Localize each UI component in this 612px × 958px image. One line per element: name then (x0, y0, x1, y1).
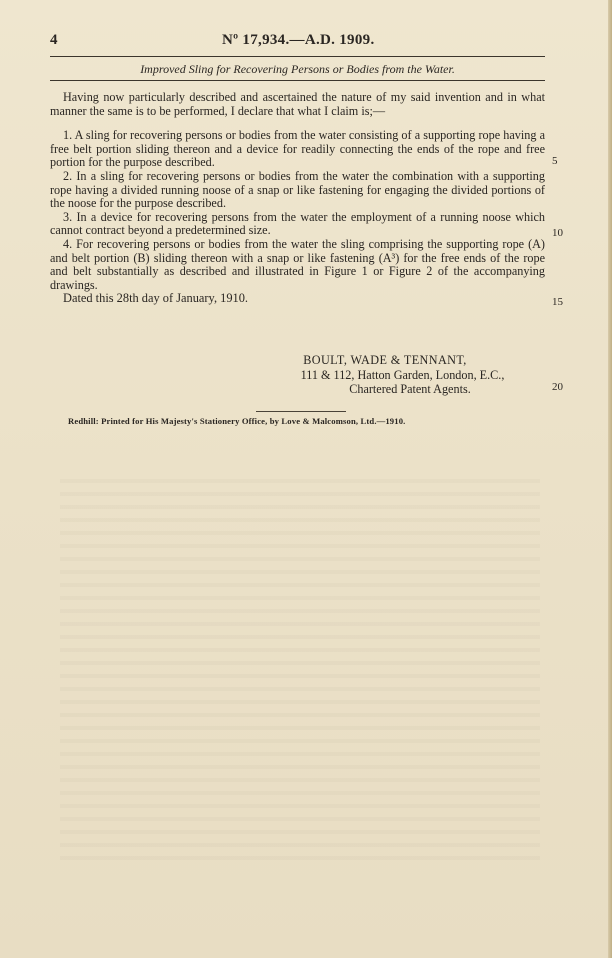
claim-4: 4. For recovering persons or bodies from the water the sling comprising the supporting rope (A) and belt portion (B) sliding thereon with a snap or like fastening (A³) for the free ends of the rope and belt substantially as described and illustrated in Figure 1 or Figure 2 of the accompanying drawings. (50, 236, 545, 292)
intro-paragraph: Having now particularly described and ascertained the nature of my said invention and in what manner the same is to be performed, I declare that what I claim is;— (50, 90, 545, 118)
line-number-10: 10 (552, 227, 563, 239)
show-through-text (60, 470, 540, 860)
page-number: 4 (50, 32, 58, 48)
signature-block (225, 353, 545, 397)
claims-list (50, 129, 545, 292)
firm-role: Chartered Patent Agents. (349, 382, 471, 396)
line-number-15: 15 (552, 296, 563, 308)
page-edge (608, 0, 612, 958)
printer-imprint: Redhill: Printed for His Majesty's Stationery Office, by Love & Malcomson, Ltd.—1910. (68, 416, 406, 426)
dated-line: Dated this 28th day of January, 1910. (63, 291, 249, 306)
header-rule-top (50, 56, 545, 57)
document-title: Improved Sling for Recovering Persons or Bodies from the Water. (140, 62, 455, 76)
claim-3: 3. In a device for recovering persons from the water the employment of a running noose which cannot contract beyond a predetermined size. (50, 209, 545, 238)
document-body (50, 91, 545, 317)
firm-address: 111 & 112, Hatton Garden, London, E.C., (300, 367, 505, 382)
header-rule-bottom (50, 80, 545, 81)
printer-rule (256, 411, 346, 412)
claim-1: 1. A sling for recovering persons or bodies from the water consisting of a supporting rope having a free belt portion sliding thereon and a device for readily connecting the ends of the rope and free portion for the purpose described. (50, 128, 545, 170)
claim-2: 2. In a sling for recovering persons or bodies from the water the combination with a supporting rope having a divided running noose of a snap or like fastening for engaging the divided portions of the noose for the purpose described. (50, 168, 545, 211)
firm-name: BOULT, WADE & TENNANT, (303, 353, 467, 367)
line-number-5: 5 (552, 155, 558, 167)
specification-number: Nº 17,934.—A.D. 1909. (222, 32, 375, 48)
line-number-20: 20 (552, 381, 563, 393)
